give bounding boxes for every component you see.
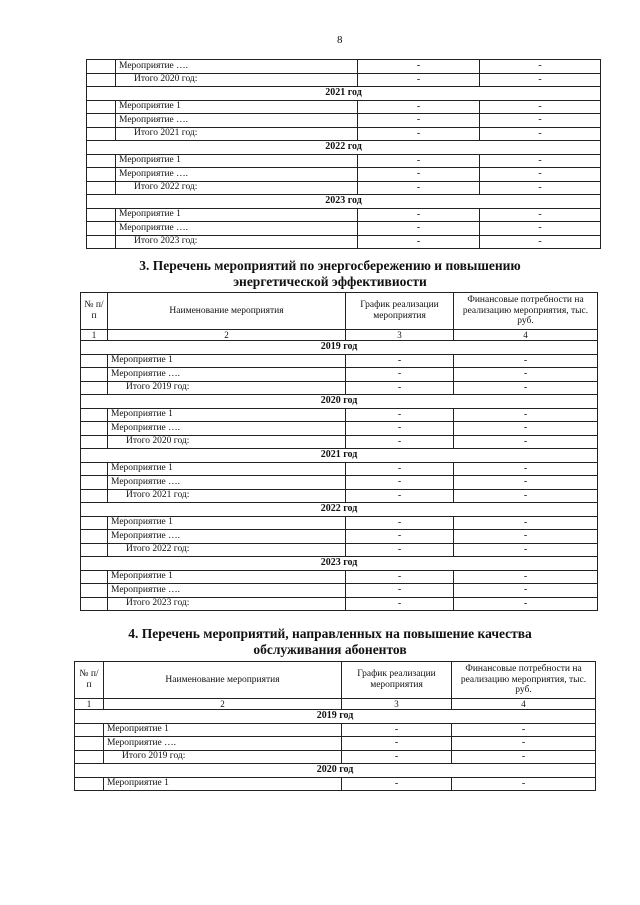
row-number-cell <box>87 154 116 168</box>
finance-cell: - <box>454 584 598 598</box>
row-number-cell <box>87 60 116 74</box>
total-row <box>87 127 601 141</box>
finance-cell: - <box>454 543 598 557</box>
finance-cell: - <box>452 737 596 751</box>
schedule-cell: - <box>346 570 454 584</box>
table-row <box>81 476 598 490</box>
schedule-cell: - <box>358 127 480 141</box>
schedule-cell: - <box>358 208 480 222</box>
finance-cell: - <box>480 127 601 141</box>
measure-name: Мероприятие 1 <box>116 100 358 114</box>
table-row <box>87 208 601 222</box>
measure-name: Мероприятие 1 <box>116 154 358 168</box>
year-row <box>81 449 598 463</box>
schedule-cell: - <box>346 435 454 449</box>
total-row <box>87 235 601 249</box>
total-row <box>75 750 596 764</box>
section3-table <box>80 292 598 611</box>
schedule-cell: - <box>346 476 454 490</box>
row-number-cell <box>87 181 116 195</box>
table-row <box>75 737 596 751</box>
row-number-cell <box>81 476 108 490</box>
measure-name: Мероприятие …. <box>116 114 358 128</box>
finance-cell: - <box>480 100 601 114</box>
row-number-cell <box>87 73 116 87</box>
schedule-cell: - <box>346 489 454 503</box>
measure-name: Мероприятие 1 <box>108 408 346 422</box>
row-number-cell <box>81 435 108 449</box>
finance-cell: - <box>454 435 598 449</box>
section3-header-row <box>81 293 598 330</box>
row-number-cell <box>81 543 108 557</box>
finance-cell: - <box>480 154 601 168</box>
table-row <box>81 530 598 544</box>
year-label: 2019 год <box>81 341 598 355</box>
header-num: № п/п <box>75 662 104 699</box>
finance-cell: - <box>454 354 598 368</box>
colnum-3: 3 <box>342 699 452 710</box>
measure-name: Мероприятие …. <box>104 737 342 751</box>
year-label: 2022 год <box>81 503 598 517</box>
finance-cell: - <box>480 222 601 236</box>
year-row <box>87 195 601 209</box>
measure-name: Мероприятие …. <box>108 584 346 598</box>
row-number-cell <box>87 222 116 236</box>
table-row <box>75 777 596 791</box>
section4-colnum-row <box>75 699 596 710</box>
table-row <box>87 60 601 74</box>
schedule-cell: - <box>358 73 480 87</box>
section2-tail-table <box>86 59 601 249</box>
total-label: Итого 2020 год: <box>116 73 358 87</box>
total-row <box>81 543 598 557</box>
row-number-cell <box>87 100 116 114</box>
schedule-cell: - <box>346 530 454 544</box>
measure-name: Мероприятие 1 <box>108 516 346 530</box>
year-row <box>75 764 596 778</box>
measure-name: Мероприятие …. <box>108 476 346 490</box>
row-number-cell <box>81 489 108 503</box>
row-number-cell <box>81 516 108 530</box>
header-schedule: График реализации мероприятия <box>346 293 454 330</box>
schedule-cell: - <box>346 462 454 476</box>
schedule-cell: - <box>346 408 454 422</box>
header-name: Наименование мероприятия <box>108 293 346 330</box>
table-row <box>81 584 598 598</box>
total-row <box>87 73 601 87</box>
total-row <box>81 489 598 503</box>
colnum-2: 2 <box>104 699 342 710</box>
measure-name: Мероприятие 1 <box>116 208 358 222</box>
total-label: Итого 2023 год: <box>108 597 346 611</box>
section4-header-row <box>75 662 596 699</box>
table-row <box>81 422 598 436</box>
row-number-cell <box>75 737 104 751</box>
row-number-cell <box>87 114 116 128</box>
row-number-cell <box>81 381 108 395</box>
measure-name: Мероприятие …. <box>116 222 358 236</box>
schedule-cell: - <box>346 584 454 598</box>
finance-cell: - <box>454 462 598 476</box>
schedule-cell: - <box>346 516 454 530</box>
measure-name: Мероприятие 1 <box>104 777 342 791</box>
measure-name: Мероприятие …. <box>108 422 346 436</box>
year-label: 2019 год <box>75 710 596 724</box>
section4-title <box>70 626 590 658</box>
header-finance: Финансовые потребности на реализацию мероприятия, тыс. руб. <box>452 662 596 699</box>
schedule-cell: - <box>342 750 452 764</box>
row-number-cell <box>81 422 108 436</box>
section4-title-line1: 4. Перечень мероприятий, направленных на повышение качества <box>128 626 532 641</box>
schedule-cell: - <box>358 222 480 236</box>
section3-table-wrap <box>80 292 598 611</box>
schedule-cell: - <box>358 100 480 114</box>
table-row <box>87 168 601 182</box>
year-label: 2023 год <box>81 557 598 571</box>
total-label: Итого 2021 год: <box>108 489 346 503</box>
row-number-cell <box>75 750 104 764</box>
measure-name: Мероприятие 1 <box>104 723 342 737</box>
header-finance: Финансовые потребности на реализацию мероприятия, тыс. руб. <box>454 293 598 330</box>
section3-title-line2: энергетической эффективиости <box>233 274 427 290</box>
row-number-cell <box>81 530 108 544</box>
schedule-cell: - <box>358 235 480 249</box>
table-row <box>87 100 601 114</box>
measure-name: Мероприятие …. <box>108 530 346 544</box>
finance-cell: - <box>454 489 598 503</box>
finance-cell: - <box>480 208 601 222</box>
colnum-1: 1 <box>75 699 104 710</box>
row-number-cell <box>81 368 108 382</box>
measure-name: Мероприятие …. <box>108 368 346 382</box>
finance-cell: - <box>454 476 598 490</box>
finance-cell: - <box>480 73 601 87</box>
page-number: 8 <box>337 34 343 46</box>
schedule-cell: - <box>358 60 480 74</box>
schedule-cell: - <box>346 422 454 436</box>
total-row <box>81 597 598 611</box>
year-row <box>81 341 598 355</box>
row-number-cell <box>87 168 116 182</box>
header-schedule: График реализации мероприятия <box>342 662 452 699</box>
total-label: Итого 2021 год: <box>116 127 358 141</box>
year-label: 2020 год <box>75 764 596 778</box>
finance-cell: - <box>480 114 601 128</box>
schedule-cell: - <box>342 737 452 751</box>
table-row <box>81 368 598 382</box>
finance-cell: - <box>452 777 596 791</box>
total-label: Итого 2023 год: <box>116 235 358 249</box>
schedule-cell: - <box>358 154 480 168</box>
finance-cell: - <box>480 168 601 182</box>
table-row <box>81 354 598 368</box>
finance-cell: - <box>454 530 598 544</box>
year-row <box>87 141 601 155</box>
schedule-cell: - <box>358 114 480 128</box>
measure-name: Мероприятие …. <box>116 60 358 74</box>
year-label: 2020 год <box>81 395 598 409</box>
section3-colnum-row <box>81 330 598 341</box>
finance-cell: - <box>454 516 598 530</box>
row-number-cell <box>81 597 108 611</box>
finance-cell: - <box>480 60 601 74</box>
colnum-4: 4 <box>454 330 598 341</box>
row-number-cell <box>81 408 108 422</box>
section4-table <box>74 661 596 791</box>
finance-cell: - <box>480 181 601 195</box>
total-label: Итого 2019 год: <box>104 750 342 764</box>
section4-title-line2: обслуживания абонентов <box>253 642 407 658</box>
schedule-cell: - <box>358 181 480 195</box>
colnum-1: 1 <box>81 330 108 341</box>
row-number-cell <box>81 570 108 584</box>
row-number-cell <box>87 235 116 249</box>
row-number-cell <box>87 127 116 141</box>
section3-title-line1: 3. Перечень мероприятий по энергосбережению и повышению <box>139 258 521 273</box>
total-label: Итого 2022 год: <box>116 181 358 195</box>
row-number-cell <box>87 208 116 222</box>
finance-cell: - <box>454 570 598 584</box>
finance-cell: - <box>454 368 598 382</box>
year-row <box>81 503 598 517</box>
finance-cell: - <box>454 597 598 611</box>
row-number-cell <box>75 723 104 737</box>
schedule-cell: - <box>346 354 454 368</box>
section3-title <box>70 258 590 290</box>
table-row <box>81 462 598 476</box>
year-row <box>81 557 598 571</box>
schedule-cell: - <box>346 597 454 611</box>
year-label: 2023 год <box>87 195 601 209</box>
finance-cell: - <box>452 750 596 764</box>
finance-cell: - <box>454 408 598 422</box>
table-row <box>75 723 596 737</box>
year-row <box>81 395 598 409</box>
total-label: Итого 2022 год: <box>108 543 346 557</box>
measure-name: Мероприятие 1 <box>108 462 346 476</box>
total-label: Итого 2020 год: <box>108 435 346 449</box>
section2-tail-table-wrap <box>86 59 601 249</box>
year-label: 2021 год <box>87 87 601 101</box>
finance-cell: - <box>454 422 598 436</box>
year-row <box>75 710 596 724</box>
table-row <box>81 408 598 422</box>
schedule-cell: - <box>358 168 480 182</box>
schedule-cell: - <box>342 777 452 791</box>
schedule-cell: - <box>342 723 452 737</box>
total-row <box>81 381 598 395</box>
colnum-2: 2 <box>108 330 346 341</box>
header-name: Наименование мероприятия <box>104 662 342 699</box>
section4-table-wrap <box>74 661 596 791</box>
header-num: № п/п <box>81 293 108 330</box>
measure-name: Мероприятие 1 <box>108 570 346 584</box>
finance-cell: - <box>480 235 601 249</box>
year-label: 2022 год <box>87 141 601 155</box>
measure-name: Мероприятие 1 <box>108 354 346 368</box>
schedule-cell: - <box>346 543 454 557</box>
finance-cell: - <box>452 723 596 737</box>
colnum-3: 3 <box>346 330 454 341</box>
measure-name: Мероприятие …. <box>116 168 358 182</box>
table-row <box>81 516 598 530</box>
total-row <box>81 435 598 449</box>
table-row <box>87 154 601 168</box>
row-number-cell <box>81 354 108 368</box>
total-row <box>87 181 601 195</box>
table-row <box>87 114 601 128</box>
table-row <box>81 570 598 584</box>
row-number-cell <box>81 462 108 476</box>
table-row <box>87 222 601 236</box>
schedule-cell: - <box>346 381 454 395</box>
finance-cell: - <box>454 381 598 395</box>
year-label: 2021 год <box>81 449 598 463</box>
year-row <box>87 87 601 101</box>
total-label: Итого 2019 год: <box>108 381 346 395</box>
row-number-cell <box>75 777 104 791</box>
colnum-4: 4 <box>452 699 596 710</box>
row-number-cell <box>81 584 108 598</box>
schedule-cell: - <box>346 368 454 382</box>
